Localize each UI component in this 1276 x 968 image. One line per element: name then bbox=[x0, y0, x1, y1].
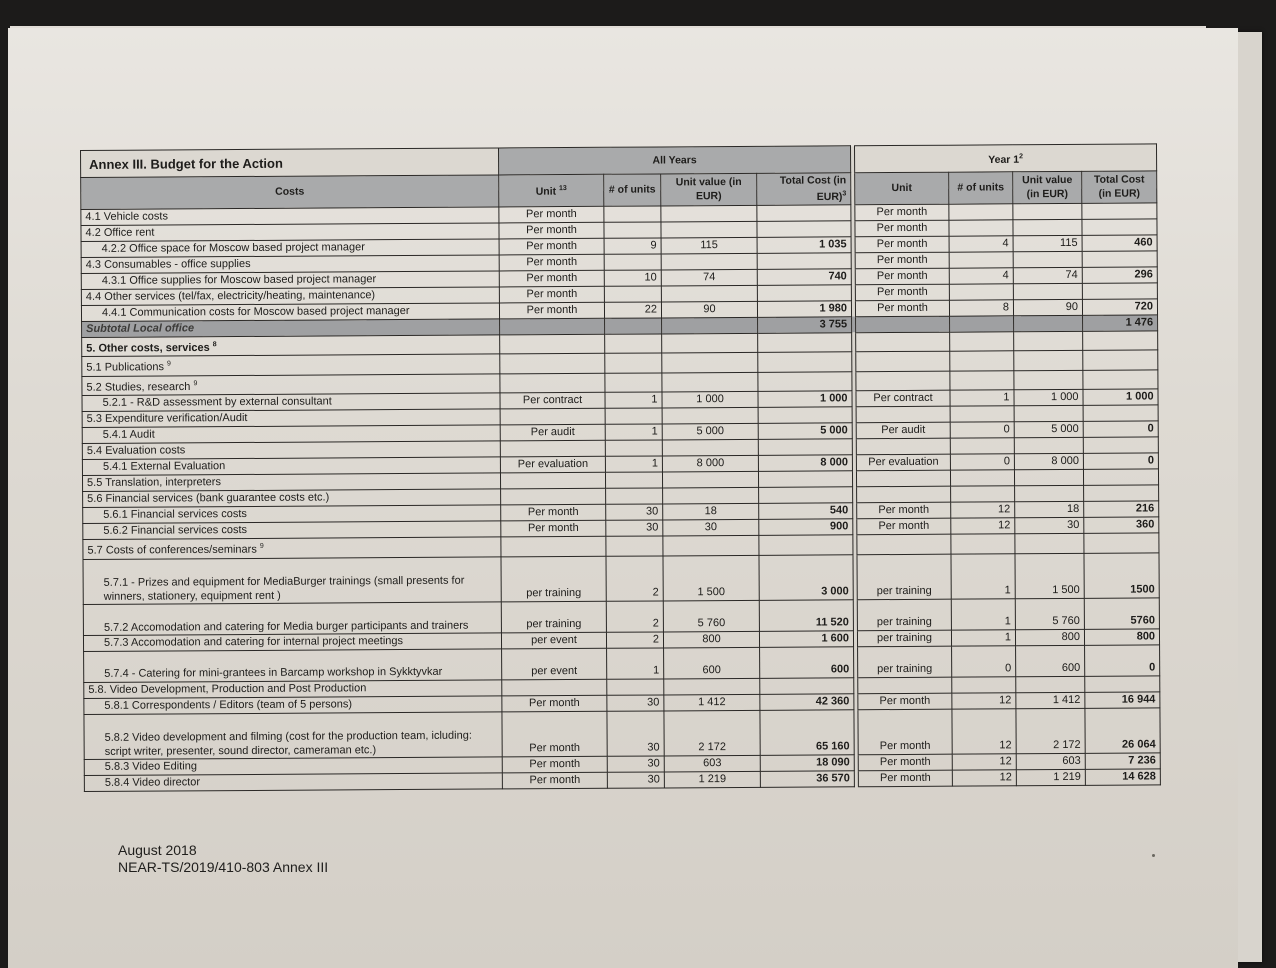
all-years-header: All Years bbox=[498, 146, 850, 175]
year1-units: 12 bbox=[952, 709, 1016, 754]
all-years-total: 1 980 bbox=[757, 300, 851, 317]
all-years-total: 36 570 bbox=[760, 771, 854, 788]
all-years-unit-value: 1 412 bbox=[664, 694, 760, 711]
year1-units: 1 bbox=[950, 390, 1014, 406]
year1-unit-value: 2 172 bbox=[1016, 708, 1085, 753]
year1-unit-value: 18 bbox=[1015, 502, 1084, 518]
table-row bbox=[83, 553, 1159, 605]
all-years-total bbox=[759, 535, 853, 555]
year1-unit-value bbox=[1014, 438, 1083, 454]
all-years-total bbox=[757, 220, 851, 237]
year1-unit-value: 5 000 bbox=[1014, 422, 1083, 438]
year1-total: 360 bbox=[1084, 517, 1159, 533]
all-years-total: 1 035 bbox=[757, 236, 851, 253]
all-years-unit: Per month bbox=[499, 270, 604, 287]
col-total-cost: Total Cost (in EUR)$^3$ bbox=[757, 173, 851, 205]
all-years-unit-value: 1 219 bbox=[664, 771, 760, 788]
year1-units: 12 bbox=[951, 502, 1015, 518]
all-years-units bbox=[604, 205, 661, 221]
all-years-total bbox=[758, 439, 852, 456]
all-years-unit-value bbox=[661, 253, 757, 270]
year1-unit: Per month bbox=[858, 693, 952, 710]
all-years-total bbox=[757, 252, 851, 269]
cost-label: 5.4 Evaluation costs bbox=[82, 441, 500, 460]
all-years-unit: Per month bbox=[501, 521, 606, 538]
year1-unit: Per audit bbox=[856, 423, 950, 440]
year1-unit: Per month bbox=[858, 754, 952, 771]
year1-unit bbox=[856, 439, 950, 456]
all-years-total: 42 360 bbox=[760, 694, 854, 711]
all-years-unit-value: 600 bbox=[664, 647, 760, 679]
all-years-units: 2 bbox=[606, 601, 663, 632]
year1-unit-value bbox=[1015, 534, 1084, 554]
all-years-unit: Per month bbox=[502, 772, 607, 789]
year1-units bbox=[949, 219, 1013, 235]
year1-unit: Per month bbox=[855, 220, 949, 237]
year1-total bbox=[1082, 250, 1157, 266]
year1-total: 0 bbox=[1083, 421, 1158, 437]
year1-total bbox=[1082, 282, 1157, 298]
year1-unit-value bbox=[1013, 219, 1082, 235]
cost-label: 5.8.2 Video development and filming (cost for the production team, icluding: script writer, presenter, sound director, cameraman etc.) bbox=[84, 712, 502, 760]
costs-header: Costs bbox=[81, 175, 499, 209]
year1-total: 5760 bbox=[1084, 598, 1159, 629]
all-years-unit bbox=[500, 473, 605, 490]
year1-units: 12 bbox=[952, 754, 1016, 770]
year1-unit-value bbox=[1013, 283, 1082, 299]
year1-unit-value: 1 000 bbox=[1014, 390, 1083, 406]
cost-label: 5.6.1 Financial services costs bbox=[83, 505, 501, 524]
year1-total: 16 944 bbox=[1085, 692, 1160, 708]
year1-unit bbox=[857, 487, 951, 504]
cost-label: 5.8. Video Development, Production and Post Production bbox=[84, 680, 502, 699]
year1-units: 8 bbox=[949, 299, 1013, 315]
all-years-unit bbox=[502, 679, 607, 696]
year1-total: 1500 bbox=[1084, 553, 1159, 598]
all-years-unit-value: 5 000 bbox=[662, 424, 758, 441]
all-years-unit-value bbox=[662, 408, 758, 425]
all-years-total bbox=[760, 678, 854, 695]
year1-unit-value: 800 bbox=[1015, 629, 1084, 645]
all-years-unit-value: 115 bbox=[661, 237, 757, 254]
all-years-units bbox=[605, 408, 662, 424]
all-years-unit: Per month bbox=[502, 711, 607, 757]
year1-unit-value: 30 bbox=[1015, 518, 1084, 534]
all-years-unit: per training bbox=[501, 601, 606, 633]
year1-unit bbox=[856, 471, 950, 488]
all-years-unit bbox=[501, 537, 606, 557]
year1-unit: Per contract bbox=[856, 391, 950, 408]
year1-units bbox=[950, 470, 1014, 486]
year1-unit-value: 74 bbox=[1013, 267, 1082, 283]
year1-total bbox=[1082, 202, 1157, 218]
year1-unit-value bbox=[1013, 251, 1082, 267]
all-years-total: 1 600 bbox=[759, 631, 853, 648]
all-years-unit: Per month bbox=[499, 286, 604, 303]
year1-total bbox=[1083, 405, 1158, 421]
all-years-unit: Per audit bbox=[500, 425, 605, 442]
year1-unit-value: 5 760 bbox=[1015, 598, 1084, 629]
all-years-unit-value: 2 172 bbox=[664, 710, 760, 756]
all-years-unit: per event bbox=[502, 648, 607, 680]
y1-col-units: # of units bbox=[949, 172, 1013, 204]
year1-units: 12 bbox=[951, 518, 1015, 534]
year1-units bbox=[950, 438, 1014, 454]
all-years-units bbox=[605, 472, 662, 488]
year1-unit: Per month bbox=[855, 268, 949, 285]
year1-total: 7 236 bbox=[1085, 753, 1160, 769]
year1-unit-value: 115 bbox=[1013, 235, 1082, 251]
all-years-total: 8 000 bbox=[758, 455, 852, 472]
all-years-total: 740 bbox=[757, 268, 851, 285]
all-years-unit-value: 5 760 bbox=[663, 600, 759, 632]
year1-total bbox=[1085, 676, 1160, 692]
col-units: # of units bbox=[604, 174, 661, 206]
all-years-unit: per training bbox=[501, 556, 606, 602]
all-years-unit-value bbox=[663, 488, 759, 505]
all-years-units bbox=[604, 221, 661, 237]
all-years-unit: Per month bbox=[499, 206, 604, 223]
year1-unit-value: 603 bbox=[1016, 753, 1085, 769]
year1-total: 720 bbox=[1082, 298, 1157, 314]
year1-unit: Per month bbox=[857, 519, 951, 536]
all-years-unit-value bbox=[662, 440, 758, 457]
col-unit: Unit $^{13}$ bbox=[499, 174, 604, 206]
footer-reference: NEAR-TS/2019/410-803 Annex III bbox=[118, 859, 329, 875]
all-years-total: 600 bbox=[760, 647, 854, 679]
year1-unit-value: 8 000 bbox=[1014, 454, 1083, 470]
cost-label: 4.3.1 Office supplies for Moscow based project manager bbox=[81, 270, 499, 289]
year1-units: 4 bbox=[949, 235, 1013, 251]
cost-label: 4.2 Office rent bbox=[81, 222, 499, 241]
all-years-unit-value: 1 500 bbox=[663, 555, 759, 601]
all-years-units: 1 bbox=[605, 424, 662, 440]
year1-unit-value bbox=[1014, 470, 1083, 486]
year1-total: 26 064 bbox=[1085, 708, 1160, 753]
all-years-units bbox=[605, 440, 662, 456]
all-years-total: 11 520 bbox=[759, 600, 853, 632]
all-years-unit: Per contract bbox=[500, 393, 605, 410]
year1-unit bbox=[857, 535, 951, 555]
all-years-unit-value bbox=[661, 285, 757, 302]
year1-total: 216 bbox=[1084, 501, 1159, 517]
y1-col-unit-value: Unit value (in EUR) bbox=[1013, 171, 1082, 203]
all-years-unit: Per month bbox=[499, 302, 604, 319]
year1-units: 1 bbox=[951, 599, 1015, 630]
year1-unit-value bbox=[1013, 203, 1082, 219]
all-years-units: 30 bbox=[606, 520, 663, 536]
all-years-total: 1 000 bbox=[758, 391, 852, 408]
all-years-unit: Per month bbox=[501, 505, 606, 522]
y1-col-total-cost: Total Cost (in EUR) bbox=[1082, 171, 1157, 203]
all-years-units: 30 bbox=[607, 695, 664, 711]
all-years-total: 5 000 bbox=[758, 423, 852, 440]
year1-unit-value: 600 bbox=[1016, 645, 1085, 676]
cost-label: 5.6.2 Financial services costs bbox=[83, 521, 501, 540]
all-years-units: 22 bbox=[604, 301, 661, 317]
all-years-total bbox=[757, 204, 851, 221]
all-years-units: 1 bbox=[605, 456, 662, 472]
all-years-units: 2 bbox=[606, 632, 663, 648]
all-years-total bbox=[757, 284, 851, 301]
year1-unit-value: 1 500 bbox=[1015, 553, 1084, 598]
budget-table bbox=[80, 143, 1161, 792]
all-years-unit: Per month bbox=[499, 238, 604, 255]
year1-total: 1 000 bbox=[1083, 389, 1158, 405]
year1-unit: Per month bbox=[855, 236, 949, 253]
year1-total: 296 bbox=[1082, 266, 1157, 282]
table-row bbox=[84, 708, 1160, 760]
all-years-unit-value bbox=[661, 205, 757, 222]
year1-units: 12 bbox=[952, 693, 1016, 709]
all-years-units bbox=[604, 285, 661, 301]
year1-unit bbox=[858, 677, 952, 694]
year1-units bbox=[949, 283, 1013, 299]
all-years-unit bbox=[501, 489, 606, 506]
year1-total: 460 bbox=[1082, 234, 1157, 250]
all-years-units: 9 bbox=[604, 237, 661, 253]
all-years-total bbox=[758, 407, 852, 424]
all-years-units: 1 bbox=[605, 392, 662, 408]
cost-label: 5.8.1 Correspondents / Editors (team of 5 persons) bbox=[84, 696, 502, 715]
year1-total: 0 bbox=[1083, 453, 1158, 469]
all-years-total: 65 160 bbox=[760, 710, 854, 756]
year1-unit: Per month bbox=[857, 503, 951, 520]
year1-units: 12 bbox=[952, 770, 1016, 786]
year1-unit: per training bbox=[858, 646, 952, 678]
section5-heading: 5. Other costs, services $^8$ bbox=[82, 334, 500, 356]
footer-date: August 2018 bbox=[118, 842, 197, 858]
cost-label: 5.3 Expenditure verification/Audit bbox=[82, 409, 500, 428]
year1-units bbox=[951, 486, 1015, 502]
all-years-unit-value bbox=[661, 221, 757, 238]
year1-unit: Per month bbox=[855, 300, 949, 317]
year1-unit: Per evaluation bbox=[856, 455, 950, 472]
all-years-unit-value: 8 000 bbox=[662, 456, 758, 473]
studies-label: 5.2 Studies, research $^9$ bbox=[82, 374, 500, 396]
all-years-unit-value bbox=[662, 472, 758, 489]
all-years-unit bbox=[500, 441, 605, 458]
cost-label: 5.8.4 Video director bbox=[84, 773, 502, 792]
all-years-total: 3 000 bbox=[759, 555, 853, 601]
all-years-unit-value: 603 bbox=[664, 755, 760, 772]
year1-header: Year $1^2$ bbox=[854, 144, 1156, 173]
year1-unit: Per month bbox=[858, 770, 952, 787]
all-years-unit-value: 1 000 bbox=[662, 392, 758, 409]
year1-unit: per training bbox=[857, 599, 951, 631]
cost-label: 5.7.3 Accomodation and catering for internal project meetings bbox=[83, 633, 501, 652]
year1-unit bbox=[856, 407, 950, 424]
year1-unit-value bbox=[1015, 486, 1084, 502]
cost-label: 5.4.1 External Evaluation bbox=[82, 457, 500, 476]
subtotal-label: Subtotal Local office bbox=[82, 318, 500, 337]
cost-label: 4.3 Consumables - office supplies bbox=[81, 254, 499, 273]
all-years-unit-value: 30 bbox=[663, 520, 759, 537]
year1-units bbox=[950, 406, 1014, 422]
year1-unit-value: 1 219 bbox=[1016, 769, 1085, 785]
all-years-total: 900 bbox=[759, 519, 853, 536]
all-years-unit: per event bbox=[501, 632, 606, 649]
all-years-total: 540 bbox=[759, 503, 853, 520]
all-years-units: 2 bbox=[606, 556, 663, 601]
year1-total bbox=[1083, 437, 1158, 453]
year1-total bbox=[1084, 533, 1159, 553]
all-years-units: 30 bbox=[607, 756, 664, 772]
cost-label: 4.2.2 Office space for Moscow based project manager bbox=[81, 238, 499, 257]
cost-label: 5.2.1 - R&D assessment by external consultant bbox=[82, 393, 500, 412]
cost-label: 4.4.1 Communication costs for Moscow based project manager bbox=[81, 302, 499, 321]
cost-label: 5.6 Financial services (bank guarantee costs etc.) bbox=[83, 489, 501, 508]
year1-total: 800 bbox=[1084, 629, 1159, 645]
year1-units bbox=[951, 534, 1015, 554]
year1-total bbox=[1083, 469, 1158, 485]
all-years-total bbox=[758, 471, 852, 488]
all-years-unit: Per month bbox=[502, 695, 607, 712]
all-years-unit: Per month bbox=[499, 222, 604, 239]
all-years-total bbox=[759, 487, 853, 504]
cost-label: 5.7.4 - Catering for mini-grantees in Barcamp workshop in Sykktyvkar bbox=[84, 649, 502, 683]
subtotal-all-years: 3 755 bbox=[758, 316, 852, 333]
y1-col-unit: Unit bbox=[855, 172, 949, 204]
year1-unit-value bbox=[1014, 406, 1083, 422]
year1-unit-value bbox=[1016, 676, 1085, 692]
year1-total bbox=[1084, 485, 1159, 501]
year1-unit: Per month bbox=[858, 709, 952, 755]
cost-label: 5.4.1 Audit bbox=[82, 425, 500, 444]
all-years-unit-value: 90 bbox=[661, 301, 757, 318]
year1-units: 1 bbox=[951, 554, 1015, 599]
year1-units: 0 bbox=[950, 454, 1014, 470]
year1-units bbox=[949, 203, 1013, 219]
all-years-units bbox=[606, 536, 663, 556]
year1-unit: Per month bbox=[855, 252, 949, 269]
cost-label: 5.7.2 Accomodation and catering for Media burger participants and trainers bbox=[83, 602, 501, 636]
year1-unit-value: 1 412 bbox=[1016, 692, 1085, 708]
all-years-unit-value: 18 bbox=[663, 504, 759, 521]
all-years-units: 30 bbox=[606, 504, 663, 520]
year1-unit-value: 90 bbox=[1013, 299, 1082, 315]
cost-label: 5.8.3 Video Editing bbox=[84, 757, 502, 776]
year1-total: 0 bbox=[1085, 645, 1160, 676]
cost-label: 4.1 Vehicle costs bbox=[81, 206, 499, 225]
all-years-units bbox=[604, 253, 661, 269]
year1-total bbox=[1082, 218, 1157, 234]
col-unit-value: Unit value (in EUR) bbox=[661, 173, 757, 205]
all-years-unit: Per evaluation bbox=[500, 457, 605, 474]
all-years-units: 10 bbox=[604, 269, 661, 285]
document-footer bbox=[118, 842, 328, 876]
budget-document bbox=[80, 144, 1156, 793]
year1-unit: Per month bbox=[855, 204, 949, 221]
all-years-unit bbox=[500, 409, 605, 426]
all-years-unit-value bbox=[663, 536, 759, 556]
cost-label: 5.7 Costs of conferences/seminars $^9$ bbox=[83, 537, 501, 559]
all-years-units: 30 bbox=[607, 711, 664, 756]
all-years-unit: Per month bbox=[502, 756, 607, 773]
cost-label: 4.4 Other services (tel/fax, electricity/heating, maintenance) bbox=[81, 286, 499, 305]
cost-label: 5.5 Translation, interpreters bbox=[82, 473, 500, 492]
publications-label: 5.1 Publications $^9$ bbox=[82, 354, 500, 376]
year1-units: 4 bbox=[949, 267, 1013, 283]
year1-unit: per training bbox=[857, 630, 951, 647]
year1-units: 1 bbox=[951, 630, 1015, 646]
all-years-units bbox=[607, 679, 664, 695]
all-years-unit-value bbox=[664, 678, 760, 695]
all-years-unit: Per month bbox=[499, 254, 604, 271]
paper-mark bbox=[1152, 854, 1155, 857]
all-years-unit-value: 800 bbox=[663, 631, 759, 648]
all-years-units bbox=[606, 488, 663, 504]
subtotal-year1: 1 476 bbox=[1083, 314, 1158, 330]
year1-units bbox=[952, 677, 1016, 693]
year1-units bbox=[949, 251, 1013, 267]
year1-units: 0 bbox=[950, 422, 1014, 438]
document-title: Annex III. Budget for the Action bbox=[81, 148, 499, 178]
all-years-total: 18 090 bbox=[760, 755, 854, 772]
all-years-units: 1 bbox=[607, 648, 664, 679]
all-years-unit-value: 74 bbox=[661, 269, 757, 286]
year1-unit: Per month bbox=[855, 284, 949, 301]
year1-units: 0 bbox=[952, 646, 1016, 677]
all-years-units: 30 bbox=[607, 772, 664, 788]
cost-label: 5.7.1 - Prizes and equipment for MediaBurger trainings (small presents for winners, stationery, equipment rent ) bbox=[83, 557, 501, 605]
year1-unit: per training bbox=[857, 554, 951, 600]
year1-total: 14 628 bbox=[1085, 769, 1160, 785]
